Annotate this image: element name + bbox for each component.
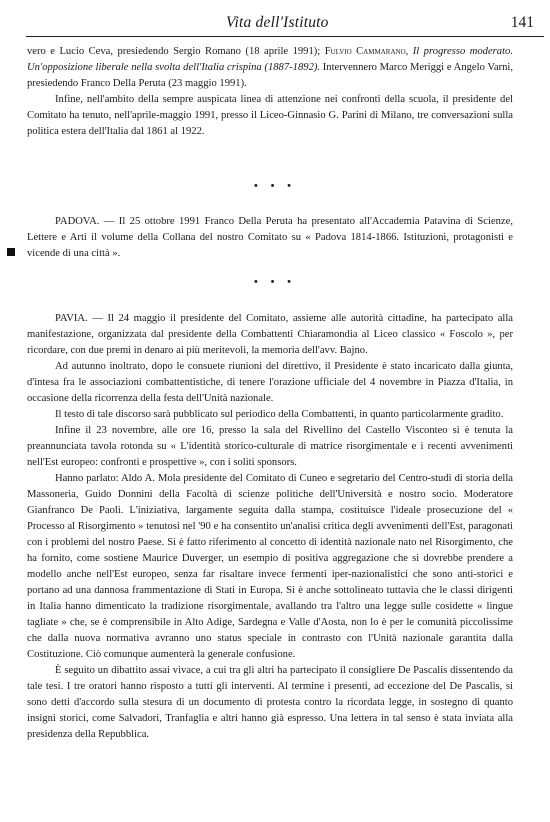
section-separator-2: • • • <box>253 276 297 288</box>
paragraph-school: Infine, nell'ambito della sempre auspicata linea di attenzione nei confronti della scuola, il presidente del Comitato ha tenuto, nell'aprile-maggio 1991, presso il Liceo-Ginnasio G. Parini di Milano, tre conversazioni sulla politica estera dell'Italia dal 1861 al 1922. <box>27 94 513 137</box>
seminar-author: Fulvio Cammarano, <box>324 46 409 57</box>
page-number: 141 <box>510 14 534 31</box>
paragraph-seminars <box>27 44 513 92</box>
section-separator: • • • <box>253 180 297 192</box>
paragraph-pavia-5: Hanno parlato: Aldo A. Mola presidente del Comitato di Cuneo e segretario del Centro-studi di storia della Massoneria, Guido Donnini della Facoltà di scienze politiche dell'Università e nostro socio. Moderatore Gianfranco De Paoli. L'iniziativa, largamente seguita dalla stampa, costituisce l'ideale prosecuzione del « Processo al Risorgimento » tenutosi nel '90 e ha consentito un'analisi critica degli avvenimenti dell'Est, paragonati con i problemi del nostro Paese. Si è fatto riferimento al concetto di identità nazionale nato nel Risorgimento, che ha fornito, come sostiene Maurice Duverger, un esempio di positiva aggregazione che si dovrebbe prendere a modello anche nell'Est europeo, senza far risaltare invece fermenti iper-nazionalistici che sono anti-storici e portano ad una dannosa frammentazione di Stati in Europa. Si è anche sottolineato tuttavia che le classi dirigenti in Italia hanno dimenticato la tradizione risorgimentale, avallando tra l'altro una legge sulle cosidette « lingue tagliate » che, se è comprensibile in Alto Adige, Sardegna e Valle d'Aosta, non lo è per le comunità piccolissime che dalla nuova normativa avranno uno status speciale in contrasto con l'Unità nazionale garantita dalla Costituzione. Ciò comunque aumenterà la generale confusione. <box>27 473 513 660</box>
section-padova <box>27 214 513 262</box>
seminar-title: Il progresso moderato. Un'opposizione liberale nella svolta dell'Italia crispina (1887-1892). <box>27 46 513 73</box>
paragraph-pavia-1: PAVIA. — Il 24 maggio il presidente del Comitato, assieme alle autorità cittadine, ha partecipato alla manifestazione, organizzata dal presidente della Combattenti Chiaramondia al Liceo classico « Foscolo », per ricordare, con due premi in denaro ai più meritevoli, la memoria dell'avv. Bajno. <box>27 313 513 356</box>
seminar-text-start: vero e Lucio Ceva, presiedendo Sergio Romano (18 aprile 1991); <box>27 46 325 57</box>
paragraph-padova: PADOVA. — Il 25 ottobre 1991 Franco Della Peruta ha presentato all'Accademia Patavina di Scienze, Lettere e Arti il volume della Collana del nostro Comitato su « Padova 1814-1866. Istituzioni, protagonisti e vicende di una città ». <box>27 216 513 259</box>
section-pavia <box>27 311 513 743</box>
header-rule <box>26 36 544 37</box>
margin-marker <box>7 248 15 256</box>
paragraph-pavia-4: Infine il 23 novembre, alle ore 16, presso la sala del Rivellino del Castello Visconteo si è tenuta la preannunciata tavola rotonda su « L'identità storico-culturale di matrice risorgimentale e i recenti avvenimenti nell'Est europeo: confronti e prospettive », con i soliti sponsors. <box>27 425 513 468</box>
paragraph-pavia-3: Il testo di tale discorso sarà pubblicato sul periodico della Combattenti, in quanto particolarmente gradito. <box>55 409 504 420</box>
paragraph-pavia-6: È seguito un dibattito assai vivace, a cui tra gli altri ha partecipato il consigliere De Pascalis dissentendo da tale tesi. I tre oratori hanno risposto a tutti gli interventi. Al termine i presenti, ad eccezione del De Pascalis, si sono detti d'accordo sulla stesura di un documento di protesta contro la ricordata legge, in sostegno di quanto insigni storici, come Salvadori, Tranfaglia e altri hanno già espresso. Una lettera in tal senso è stata inviata alla presidenza della Repubblica. <box>27 665 513 740</box>
section-milano-continuation <box>27 44 513 140</box>
paragraph-pavia-2: Ad autunno inoltrato, dopo le consuete riunioni del direttivo, il Presidente è stato incaricato dalla giunta, d'intesa fra le associazioni combattentistiche, di tenere l'orazione ufficiale del 4 novembre in Piazza d'Italia, in occasione della ricorrenza della festa dell'Unità nazionale. <box>27 361 513 404</box>
running-title: Vita dell'Istituto <box>226 14 329 31</box>
seminar-text-end: Intervennero Marco Meriggi e Angelo Varni, presiedendo Franco Della Peruta (23 maggio 1991). <box>27 62 513 89</box>
page-header <box>26 14 544 36</box>
